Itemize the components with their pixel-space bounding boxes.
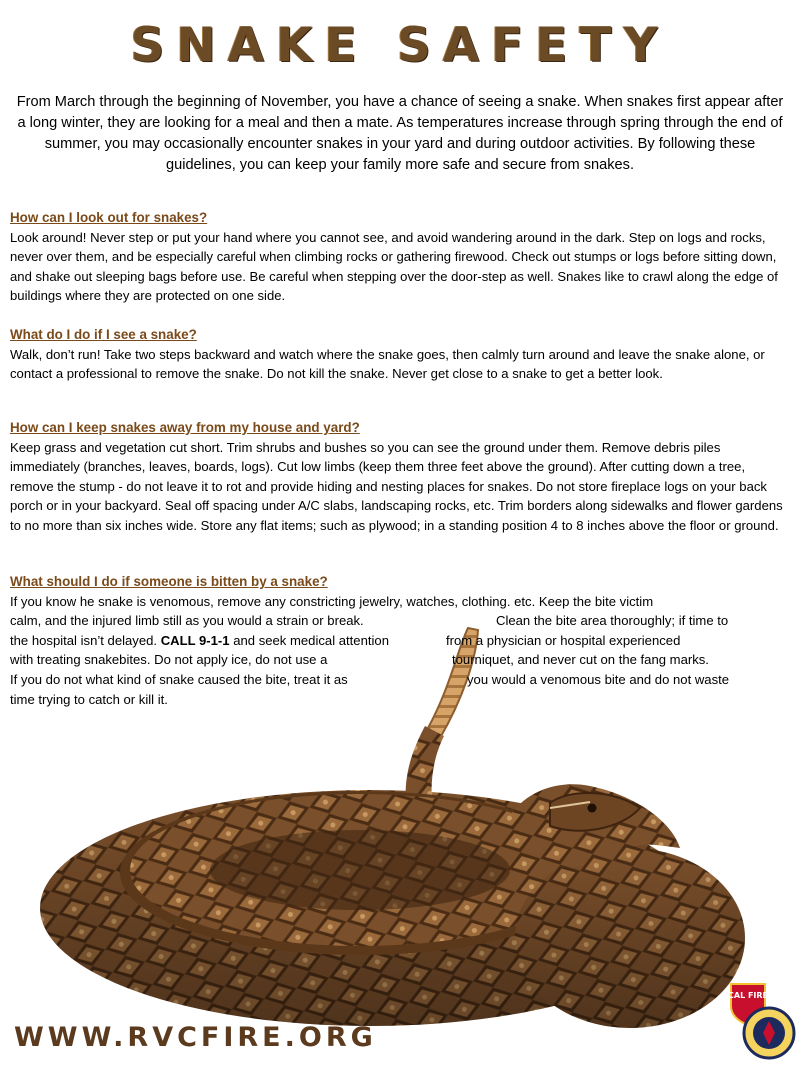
section-keep-away (10, 418, 786, 536)
section-body: Keep grass and vegetation cut short. Trim shrubs and bushes so you can see the ground under them. Remove debris piles immediately (branches, leaves, boards, logs). Cut low limbs (keep them three feet above the ground). After cutting down a tree, remove the stump - do not leave it to rot and provide hiding and nesting places for snakes. Do not store fireplace logs on your back porch or in your backyard. Seal off spacing under A/C slabs, landscaping rocks, etc. Trim borders along sidewalks and flower gardens to no more than six inches wide. Store any flat items; such as plywood; in a standing position 4 to 8 inches above the floor or ground. (10, 439, 783, 533)
section-see-snake (10, 325, 786, 384)
section-body (10, 592, 786, 710)
body-line: with treating snakebites. Do not apply ice, do not use a tourniquet, and never cut on the fang marks. (10, 652, 709, 668)
page-title: SNAKE SAFETY (130, 18, 670, 73)
calfire-logo-text: CAL FIRE (728, 991, 768, 1000)
body-line: calm, and the injured limb still as you would a strain or break. Clean the bite area thoroughly; if time to (10, 613, 729, 629)
section-heading: How can I keep snakes away from my house and yard? (10, 420, 360, 435)
body-line: the hospital isn’t delayed. CALL 9-1-1 and seek medical attention from a physician or hospital experienced (10, 632, 681, 648)
emergency-number: CALL 9-1-1 (160, 632, 230, 648)
county-fire-logo (742, 1005, 796, 1061)
body-line: time trying to catch or kill it. (10, 691, 168, 707)
section-look-out (10, 208, 786, 306)
section-body: Walk, don’t run! Take two steps backward and watch where the snake goes, then calmly turn around and leave the snake alone, or contact a professional to remove the snake. Do not kill the snake. Never get close to a snake to get a better look. (10, 346, 765, 382)
section-heading: What do I do if I see a snake? (10, 327, 197, 342)
body-line: If you know he snake is venomous, remove any constricting jewelry, watches, clothing. etc. Keep the bite victim (10, 593, 654, 609)
website-url: WWW.RVCFIRE.ORG (14, 1022, 377, 1053)
intro-paragraph: From March through the beginning of November, you have a chance of seeing a snake. When snakes first appear after a long winter, they are looking for a meal and then a mate. As temperatures increase through spring through the end of summer, you may occasionally encounter snakes in your yard and during outdoor activities. By following these guidelines, you can keep your family more safe and secure from snakes. (16, 94, 784, 173)
section-bitten (10, 572, 786, 709)
body-line: If you do not what kind of snake caused the bite, treat it as you would a venomous bite and do not waste (10, 671, 730, 687)
section-body: Look around! Never step or put your hand where you cannot see, and avoid wandering around in the dark. Step on logs and rocks, never over them, and be especially careful when climbing rocks or gathering firewood. Check out stumps or logs before sitting down, and shake out sleeping bags before use. Be careful when stepping over the door-step as well. Snakes like to crawl along the edge of buildings where they are protected on one side. (10, 229, 778, 304)
section-heading: What should I do if someone is bitten by a snake? (10, 574, 328, 589)
section-heading: How can I look out for snakes? (10, 210, 208, 225)
